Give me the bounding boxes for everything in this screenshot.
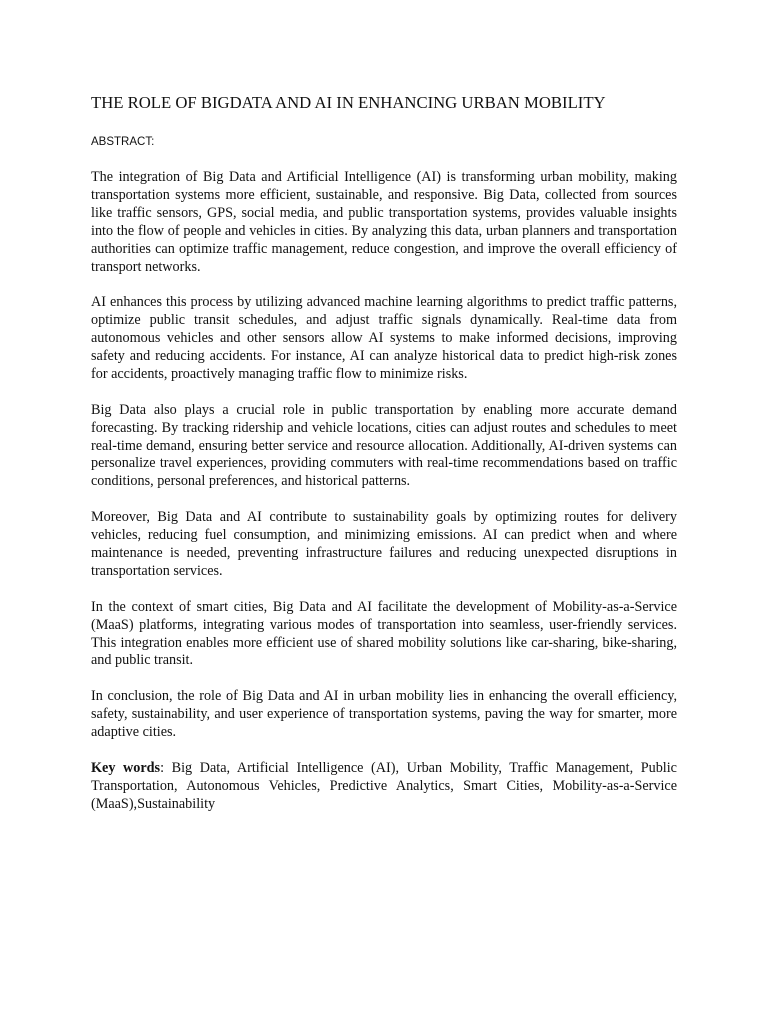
- abstract-paragraph-3: Big Data also plays a crucial role in public transportation by enabling more accurate demand forecasting. By tracking ridership and vehicle locations, cities can adjust routes and schedules to meet real-time demand, ensuring better service and resource allocation. Additionally, AI-driven systems can personalize travel experiences, providing commuters with real-time recommendations based on traffic conditions, personal preferences, and historical patterns.: [91, 401, 677, 490]
- abstract-paragraph-5: In the context of smart cities, Big Data and AI facilitate the development of Mobility-as-a-Service (MaaS) platforms, integrating various modes of transportation into seamless, user-friendly services. This integration enables more efficient use of shared mobility solutions like car-sharing, bike-sharing, and public transit.: [91, 598, 677, 669]
- document-title: THE ROLE OF BIGDATA AND AI IN ENHANCING URBAN MOBILITY: [91, 93, 606, 112]
- abstract-heading: ABSTRACT:: [91, 136, 155, 148]
- keywords-paragraph: [91, 760, 677, 814]
- abstract-paragraph-2: AI enhances this process by utilizing advanced machine learning algorithms to predict traffic patterns, optimize public transit schedules, and adjust traffic signals dynamically. Real-time data from autonomous vehicles and other sensors allow AI systems to make informed decisions, improving safety and reducing accidents. For instance, AI can analyze historical data to predict high-risk zones for accidents, proactively managing traffic flow to minimize risks.: [91, 294, 677, 382]
- keywords-separator: :: [160, 759, 172, 776]
- abstract-paragraph-4: Moreover, Big Data and AI contribute to sustainability goals by optimizing routes for delivery vehicles, reducing fuel consumption, and minimizing emissions. AI can predict when and where maintenance is needed, preventing infrastructure failures and reducing unexpected disruptions in transportation services.: [91, 509, 677, 579]
- abstract-paragraph-6: In conclusion, the role of Big Data and AI in urban mobility lies in enhancing the overall efficiency, safety, sustainability, and user experience of transportation systems, paving the way for smarter, more adaptive cities.: [91, 688, 677, 741]
- document-body: [91, 91, 677, 814]
- abstract-paragraph-1: The integration of Big Data and Artificial Intelligence (AI) is transforming urban mobility, making transportation systems more efficient, sustainable, and responsive. Big Data, collected from sources like traffic sensors, GPS, social media, and public transportation systems, provides valuable insights into the flow of people and vehicles in cities. By analyzing this data, urban planners and transportation authorities can optimize traffic management, reduce congestion, and improve the overall efficiency of transport networks.: [91, 169, 677, 275]
- keywords-label: Key words: [91, 759, 161, 776]
- keywords-list: Big Data, Artificial Intelligence (AI), Urban Mobility, Traffic Management, Public Transportation, Autonomous Vehicles, Predictive Analytics, Smart Cities, Mobility-as-a-Service (MaaS),Sustainability: [91, 759, 677, 812]
